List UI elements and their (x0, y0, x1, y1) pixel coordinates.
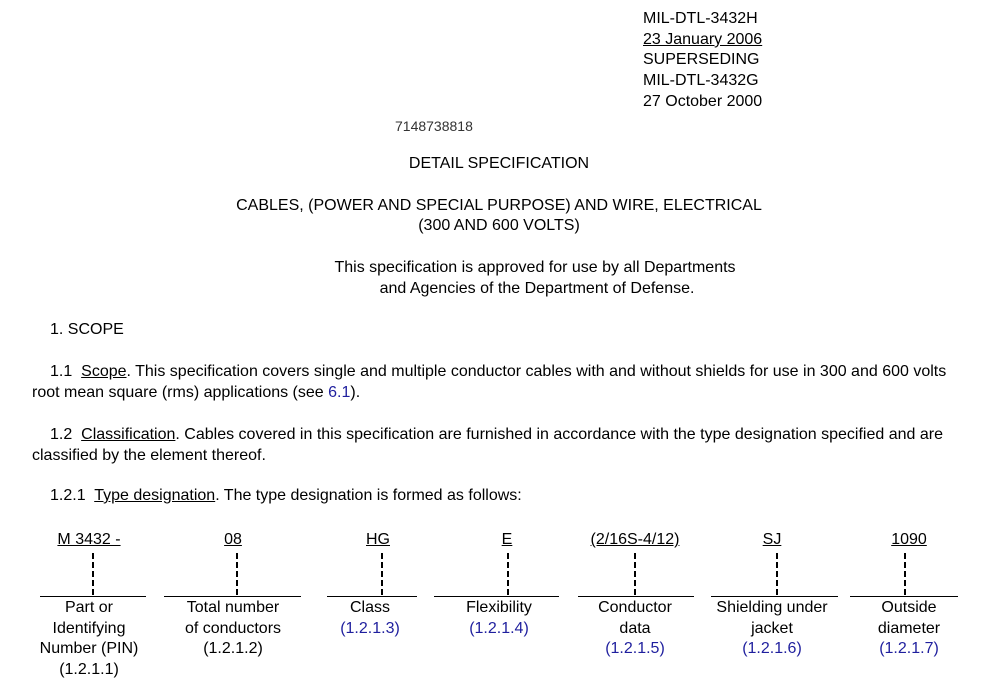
label-line: Part or (64, 599, 113, 616)
label-reference: (1.2.1.2) (203, 640, 263, 657)
section-heading-scope: 1. SCOPE (50, 321, 124, 338)
designation-connector (904, 553, 906, 595)
designation-connector (634, 553, 636, 595)
paragraph-text: . The type designation is formed as follows: (215, 487, 522, 504)
label-line: Class (349, 599, 390, 616)
paragraph-text: . This specification covers single and multiple conductor cables with and without shields for use in 300 and 600 volts root mean square (rms) applications (see (32, 363, 947, 401)
label-line: Flexibility (466, 599, 532, 616)
cross-reference-link[interactable]: 6.1 (328, 384, 351, 401)
designation-label-pin (40, 598, 139, 680)
spec-date: 23 January 2006 (643, 31, 763, 48)
designation-connector (381, 553, 383, 595)
approval-line2: and Agencies of the Department of Defense. (379, 280, 695, 297)
label-reference-link[interactable]: (1.2.1.6) (742, 640, 802, 657)
approval-line1: This specification is approved for use by all Departments (334, 259, 736, 276)
designation-rule (327, 596, 417, 597)
paragraph-text: . Cables covered in this specification are furnished in accordance with the type designation specified and are classified by the element thereof. (32, 426, 943, 464)
designation-code-conductor-data: (2/16S-4/12) (590, 531, 680, 548)
designation-connector (507, 553, 509, 595)
document-title-line1: CABLES, (POWER AND SPECIAL PURPOSE) AND WIRE, ELECTRICAL (236, 197, 762, 214)
paragraph-end: ). (350, 384, 361, 401)
designation-code-shielding: SJ (762, 531, 782, 548)
paragraph-number: 1.1 (50, 363, 73, 380)
document-kind: DETAIL SPECIFICATION (408, 155, 590, 172)
designation-label-flexibility (466, 598, 532, 639)
paragraph-number: 1.2 (50, 426, 73, 443)
designation-code-flexibility: E (501, 531, 513, 548)
label-line: jacket (751, 619, 793, 637)
designation-label-outside-diameter (878, 598, 940, 660)
label-reference-link[interactable]: (1.2.1.4) (469, 619, 529, 637)
designation-rule (164, 596, 301, 597)
document-id: 7148738818 (395, 118, 473, 134)
label-reference: (1.2.1.1) (59, 660, 119, 678)
document-title-line2: (300 AND 600 VOLTS) (418, 217, 580, 234)
paragraph-term: Classification (81, 426, 176, 443)
designation-label-conductors (185, 598, 281, 660)
designation-rule (40, 596, 146, 597)
designation-code-outside-diameter: 1090 (891, 531, 927, 548)
designation-label-conductor-data (598, 598, 672, 660)
designation-connector (92, 553, 94, 595)
label-line: Conductor (598, 599, 672, 616)
designation-label-shielding (716, 598, 827, 660)
paragraph-number: 1.2.1 (50, 487, 86, 504)
designation-label-class (340, 598, 400, 639)
designation-rule (434, 596, 559, 597)
paragraph-1-1 (32, 361, 962, 403)
paragraph-1-2-1 (50, 486, 522, 506)
designation-code-pin: M 3432 - (57, 531, 121, 548)
designation-rule (578, 596, 694, 597)
label-reference-link[interactable]: (1.2.1.5) (605, 640, 665, 657)
superseded-spec-number: MIL-DTL-3432G (643, 72, 759, 89)
superseding-label: SUPERSEDING (643, 51, 760, 68)
paragraph-term: Scope (81, 363, 127, 380)
label-reference-link[interactable]: (1.2.1.7) (879, 640, 939, 657)
superseded-spec-date: 27 October 2000 (643, 93, 763, 110)
label-line: of conductors (184, 619, 282, 637)
designation-connector (236, 553, 238, 595)
designation-rule (850, 596, 958, 597)
paragraph-1-2 (32, 424, 962, 466)
label-line: Outside (881, 599, 937, 616)
designation-code-conductors: 08 (224, 531, 242, 548)
label-line: data (619, 619, 651, 637)
designation-connector (776, 553, 778, 595)
label-line: Shielding under (716, 599, 828, 616)
label-reference-link[interactable]: (1.2.1.3) (340, 619, 400, 637)
label-line: diameter (877, 619, 941, 637)
spec-number: MIL-DTL-3432H (643, 10, 758, 27)
paragraph-term: Type designation (94, 487, 216, 504)
designation-code-class: HG (366, 531, 390, 548)
designation-rule (711, 596, 838, 597)
label-line: Total number (186, 599, 280, 616)
label-line: Identifying (52, 619, 126, 637)
label-line: Number (PIN) (39, 640, 139, 657)
